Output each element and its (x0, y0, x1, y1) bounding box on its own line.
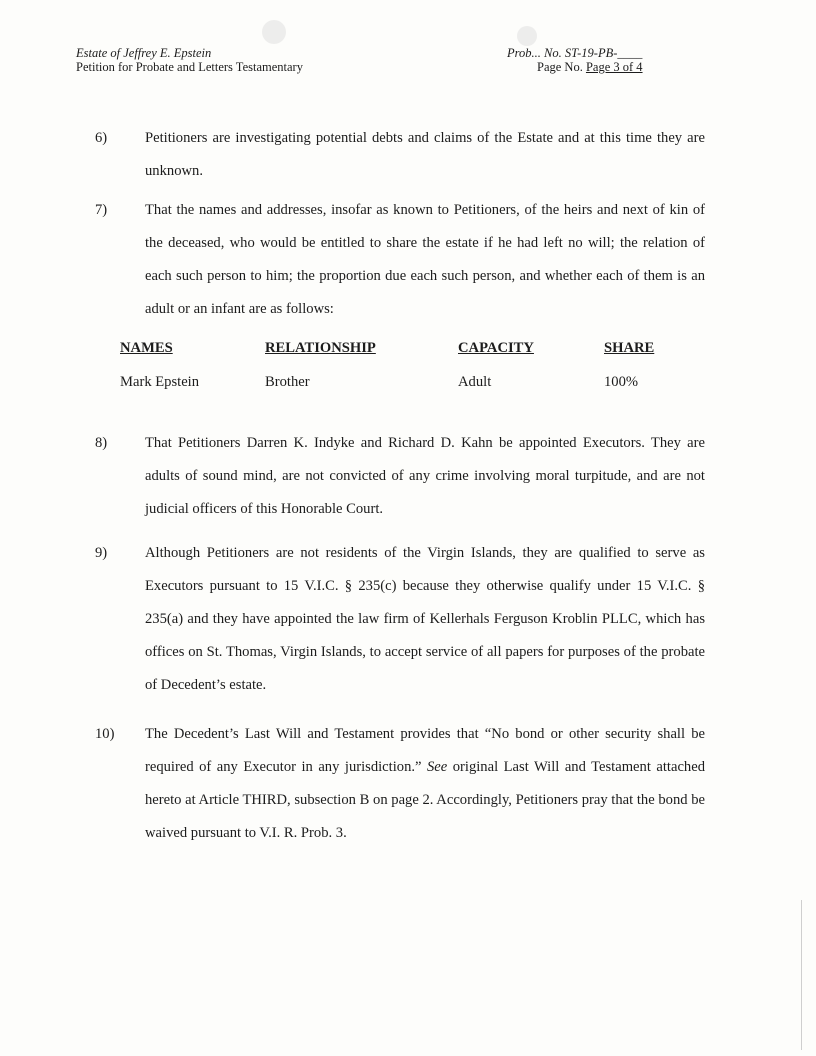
header-right (507, 46, 643, 74)
paragraph-6 (95, 122, 705, 188)
page-value: Page 3 of 4 (585, 60, 643, 74)
case-name: Estate of Jeffrey E. Epstein (76, 46, 212, 60)
paragraph-10 (95, 718, 705, 850)
heir-name: Mark Epstein (120, 374, 200, 390)
column-header-relationship: RELATIONSHIP (265, 340, 376, 356)
page-label: Page No. (537, 60, 586, 74)
paragraph-text-part: The Decedent’s Last Will and Testament provides that “No bond or other security shall be required of any Executor in any jurisdiction.” (145, 726, 705, 775)
paragraph-7 (95, 194, 705, 326)
column-header-capacity: CAPACITY (458, 340, 534, 356)
header-left (76, 46, 303, 74)
scan-hole-mark (262, 20, 286, 44)
paragraph-text: Although Petitioners are not residents of the Virgin Islands, they are qualified to serve as Executors pursuant to 15 V.I.C. § 235(c) because they otherwise qualify under 15 V.I.C. § 235(a) and they have appointed the law firm of Kellerhals Ferguson Kroblin PLLC, which has offices on St. Thomas, Virgin Islands, to accept service of all papers for purposes of the probate of Decedent’s estate. (145, 545, 705, 693)
paragraph-9 (95, 537, 705, 702)
paragraph-8 (95, 427, 705, 526)
paragraph-text-part: original Last Will and Testament attached hereto at Article THIRD, subsection B on page 2. Accordingly, Petitioners pray that the bond be waived pursuant to V.I. R. Prob. 3. (145, 759, 705, 841)
paragraph-text (145, 718, 705, 850)
paragraph-number: 9) (95, 545, 108, 561)
column-header-share: SHARE (604, 340, 655, 356)
petition-title: Petition for Probate and Letters Testamentary (76, 60, 303, 74)
paragraph-number: 8) (95, 435, 108, 451)
scan-hole-mark (517, 26, 537, 46)
paragraph-text: Petitioners are investigating potential debts and claims of the Estate and at this time they are unknown. (145, 130, 705, 179)
heir-capacity: Adult (458, 374, 492, 390)
page-number (507, 60, 643, 74)
paragraph-number: 7) (95, 202, 108, 218)
probate-number: Prob... No. ST-19-PB-____ (507, 46, 643, 60)
heir-relationship: Brother (265, 374, 310, 390)
column-header-names: NAMES (120, 340, 173, 356)
heir-share: 100% (604, 374, 639, 390)
see-citation: See (426, 759, 448, 775)
paragraph-number: 10) (95, 726, 115, 742)
paragraph-text: That the names and addresses, insofar as known to Petitioners, of the heirs and next of kin of the deceased, who would be entitled to share the estate if he had left no will; the relation of each such person to him; the proportion due each such person, and whether each of them is an adult or an infant are as follows: (145, 202, 705, 317)
paragraph-number: 6) (95, 130, 108, 146)
scan-edge-line (801, 900, 802, 1050)
paragraph-text: That Petitioners Darren K. Indyke and Richard D. Kahn be appointed Executors. They are adults of sound mind, are not convicted of any crime involving moral turpitude, and are not judicial officers of this Honorable Court. (145, 435, 705, 517)
